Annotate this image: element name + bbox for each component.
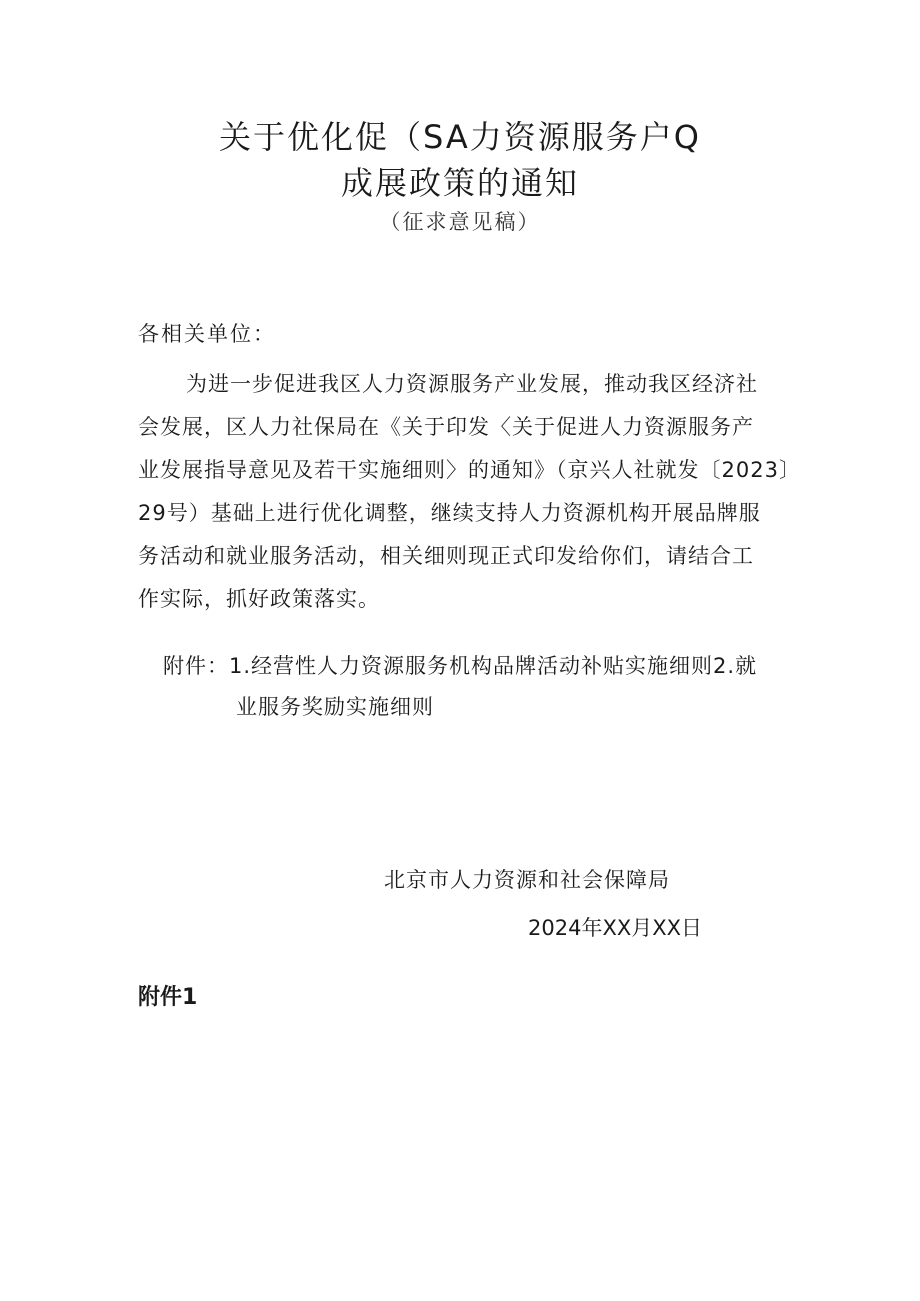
body-line: 务活动和就业服务活动，相关细则现正式印发给你们，请结合工 xyxy=(138,544,754,568)
attachment-line: 附件：1.经营性人力资源服务机构品牌活动补贴实施细则2.就 xyxy=(163,654,758,678)
body-line: 作实际，抓好政策落实。 xyxy=(138,587,380,611)
body-line: 会发展，区人力社保局在《关于印发〈关于促进人力资源服务产 xyxy=(138,415,754,439)
appendix-label: 附件1 xyxy=(138,985,198,1010)
salutation: 各相关单位： xyxy=(138,322,276,346)
body-line: 为进一步促进我区人力资源服务产业发展，推动我区经济社 xyxy=(186,372,758,396)
document-title-line-1: 关于优化促（SA力资源服务户Q xyxy=(219,118,701,156)
body-line: 29号）基础上进行优化调整，继续支持人力资源机构开展品牌服 xyxy=(138,501,761,525)
issue-date: 2024年XX月XX日 xyxy=(528,916,702,940)
body-line: 业发展指导意见及若干实施细则〉的通知》（京兴人社就发〔2023〕 xyxy=(138,458,801,482)
attachment-line: 业服务奖励实施细则 xyxy=(236,695,434,719)
document-title-line-2: 成展政策的通知 xyxy=(340,164,579,202)
document-subtitle: （征求意见稿） xyxy=(379,210,541,234)
issuer-name: 北京市人力资源和社会保障局 xyxy=(384,868,670,892)
